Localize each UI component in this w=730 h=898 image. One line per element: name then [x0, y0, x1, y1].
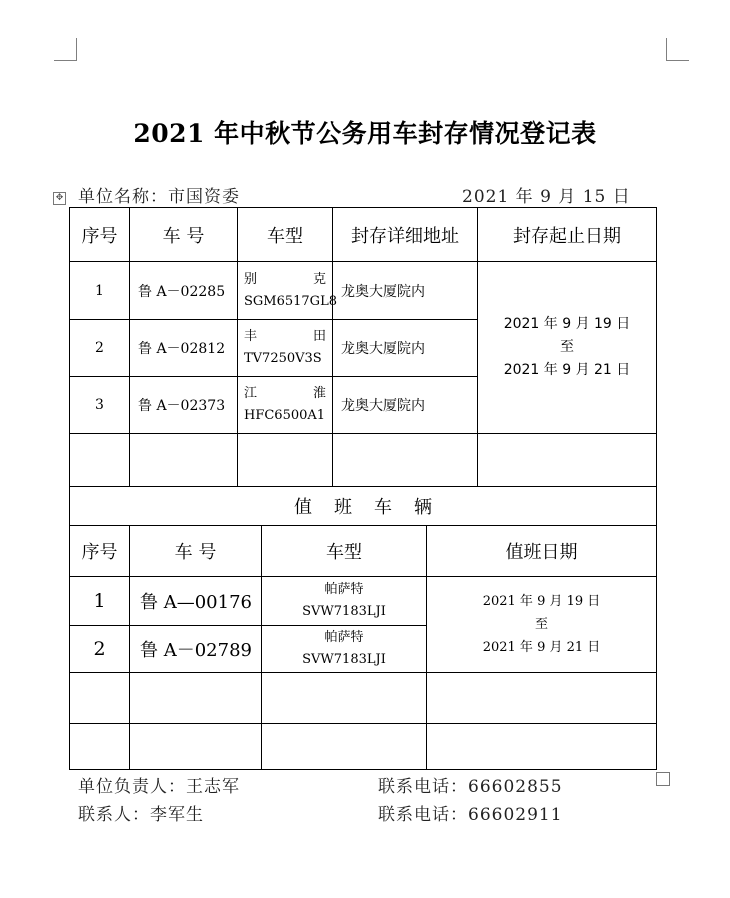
model-code: TV7250V3S [244, 351, 322, 366]
header-plate: 车 号 [130, 526, 262, 577]
row-model [262, 626, 427, 673]
row-address: 龙奥大厦院内 [333, 262, 478, 320]
header-dates: 值班日期 [427, 526, 657, 577]
row-model [238, 377, 333, 434]
row-no: 2 [70, 626, 130, 673]
model-brand-char: 江 [244, 386, 258, 401]
contact-phone: 联系电话：66602911 [378, 805, 563, 825]
seal-period [478, 262, 657, 434]
row-no: 2 [70, 320, 130, 377]
duty-to: 至 [534, 617, 548, 632]
duty-vehicles-table [69, 486, 657, 770]
header-no: 序号 [70, 208, 130, 262]
row-plate: 鲁 A－02812 [130, 320, 238, 377]
row-plate: 鲁 A－02789 [130, 626, 262, 673]
crop-mark-top-left [54, 38, 77, 61]
table-row [70, 577, 657, 626]
model-code: SVW7183LJI [302, 652, 386, 667]
page-title: 2021 年中秋节公务用车封存情况登记表 [133, 119, 597, 148]
duty-start: 2021 年 9 月 19 日 [482, 594, 601, 609]
model-brand-char: 丰 [244, 329, 258, 344]
empty-row [70, 673, 657, 724]
table-move-handle-icon[interactable]: ✥ [53, 192, 66, 205]
duty-end: 2021 年 9 月 21 日 [482, 640, 601, 655]
empty-row [70, 724, 657, 770]
model-code: SVW7183LJI [302, 604, 386, 619]
header-period: 封存起止日期 [478, 208, 657, 262]
period-start: 2021 年 9 月 19 日 [503, 316, 631, 332]
row-no: 1 [70, 262, 130, 320]
model-brand: 帕萨特 [324, 630, 364, 645]
contact-person: 联系人：李军生 [78, 805, 204, 825]
row-no: 1 [70, 577, 130, 626]
model-brand: 帕萨特 [324, 582, 364, 597]
header-no: 序号 [70, 526, 130, 577]
duty-title-row [70, 487, 657, 526]
row-plate: 鲁 A－02373 [130, 377, 238, 434]
model-code: HFC6500A1 [244, 408, 326, 423]
row-model [238, 320, 333, 377]
row-plate: 鲁 A—00176 [130, 577, 262, 626]
leader-phone: 联系电话：66602855 [378, 777, 563, 797]
sealed-vehicles-table [69, 207, 657, 487]
table-row [70, 262, 657, 320]
model-brand-char: 克 [312, 271, 326, 287]
table-resize-handle[interactable] [656, 772, 670, 786]
model-code: SGM6517GL8 [244, 293, 337, 309]
header-address: 封存详细地址 [333, 208, 478, 262]
row-model [238, 262, 337, 320]
empty-row [70, 434, 657, 487]
model-brand-char: 别 [244, 271, 258, 287]
crop-mark-top-right [666, 38, 689, 61]
unit-leader: 单位负责人：王志军 [78, 777, 240, 797]
header-plate: 车 号 [130, 208, 238, 262]
row-no: 3 [70, 377, 130, 434]
sealed-header-row [70, 208, 657, 262]
model-brand-char: 淮 [312, 386, 326, 401]
header-model: 车型 [262, 526, 427, 577]
duty-section-title: 值班车辆 [70, 487, 657, 526]
header-model: 车型 [238, 208, 333, 262]
unit-name: 单位名称：市国资委 [78, 187, 240, 207]
row-address: 龙奥大厦院内 [333, 377, 478, 434]
period-to: 至 [560, 339, 574, 355]
row-plate: 鲁 A－02285 [130, 262, 238, 320]
period-end: 2021 年 9 月 21 日 [503, 362, 631, 378]
report-date: 2021 年 9 月 15 日 [462, 187, 631, 207]
row-address: 龙奥大厦院内 [333, 320, 478, 377]
model-brand-char: 田 [312, 329, 326, 344]
duty-header-row [70, 526, 657, 577]
row-model [262, 577, 427, 626]
duty-dates [427, 577, 657, 673]
